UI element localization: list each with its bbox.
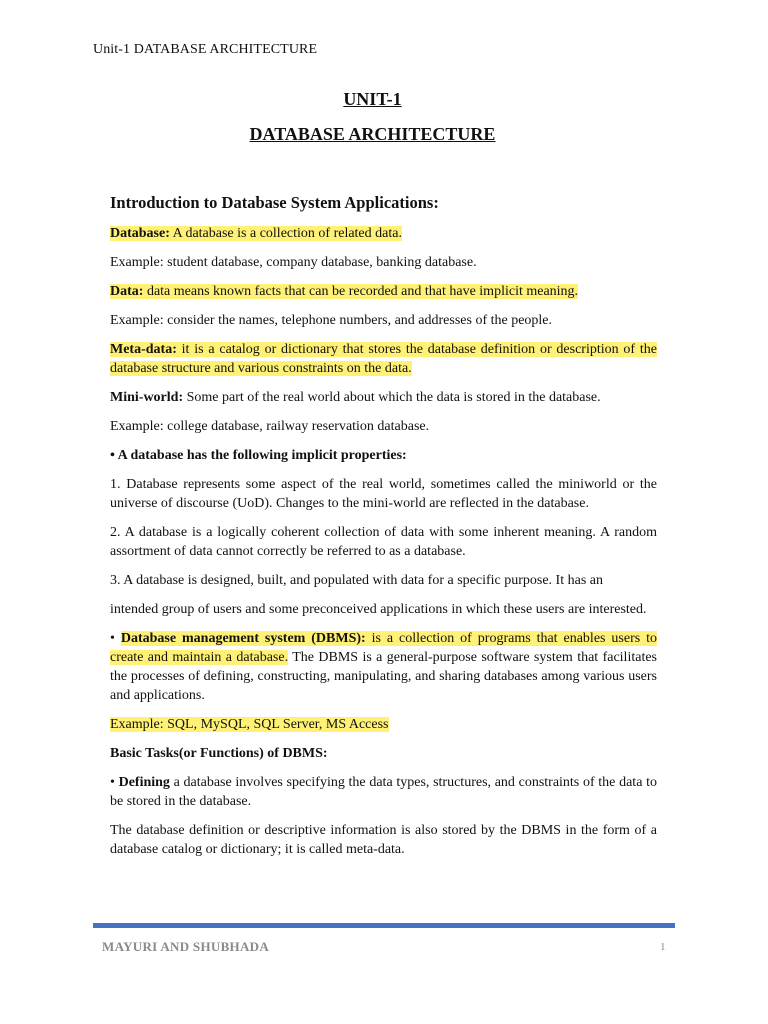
dbms-description: The DBMS is a general-purpose software system that facilitates the processes of defining, constructing, manipulating, and sharing databases among various users and applications. (110, 650, 657, 703)
defining-task (110, 773, 657, 811)
bullet: • (110, 631, 121, 646)
data-example: Example: consider the names, telephone numbers, and addresses of the people. (110, 313, 553, 328)
database-definition-text: A database is a collection of related data. (169, 226, 402, 241)
defining-text: a database involves specifying the data types, structures, and constraints of the data to be stored in the database. (110, 775, 657, 809)
dbms-example-text: Example: SQL, MySQL, SQL Server, MS Access (110, 717, 389, 732)
page-content (110, 193, 657, 869)
property-2: 2. A database is a logically coherent collection of data with some inherent meaning. A random assortment of data cannot correctly be referred to as a database. (110, 525, 657, 559)
term-data: Data: (110, 284, 144, 299)
term-miniworld: Mini-world: (110, 390, 184, 405)
dbms-definition-text: is a collection of programs that enables users to create and maintain a database. (110, 631, 658, 665)
property-3a: 3. A database is designed, built, and populated with data for a specific purpose. It has an (110, 573, 603, 588)
section-heading: Introduction to Database System Applications: (110, 193, 439, 212)
bullet: • (110, 775, 119, 790)
unit-title: UNIT-1 (343, 89, 402, 109)
property-3b: intended group of users and some preconceived applications in which these users are interested. (110, 602, 647, 617)
term-defining: Defining (118, 775, 170, 790)
chapter-title: DATABASE ARCHITECTURE (249, 124, 496, 144)
term-metadata: Meta-data: (110, 342, 177, 357)
running-header: Unit-1 DATABASE ARCHITECTURE (93, 42, 318, 57)
metadata-definition (110, 340, 657, 378)
miniworld-definition-text: Some part of the real world about which the data is stored in the database. (183, 390, 601, 405)
term-dbms: Database management system (DBMS): (120, 631, 366, 646)
database-example: Example: student database, company database, banking database. (110, 255, 477, 270)
miniworld-example: Example: college database, railway reservation database. (110, 419, 430, 434)
footer-authors: MAYURI AND SHUBHADA (102, 939, 270, 954)
dbms-definition (110, 629, 657, 705)
data-definition-text: data means known facts that can be recorded and that have implicit meaning. (143, 284, 579, 299)
database-definition (110, 224, 657, 243)
definition-note: The database definition or descriptive information is also stored by the DBMS in the form of a database catalog or dictionary; it is called meta-data. (110, 823, 657, 857)
term-database: Database: (110, 226, 170, 241)
page-number: 1 (660, 941, 666, 953)
footer-rule (93, 923, 675, 928)
dbms-example (110, 715, 657, 734)
data-definition (110, 282, 657, 301)
property-1: 1. Database represents some aspect of the real world, sometimes called the miniworld or the universe of discourse (UoD). Changes to the mini-world are reflected in the database. (110, 477, 657, 511)
tasks-heading: Basic Tasks(or Functions) of DBMS: (110, 746, 328, 761)
metadata-definition-text: it is a catalog or dictionary that stores the database definition or description of the database structure and various constraints on the data. (110, 342, 657, 376)
miniworld-definition (110, 388, 657, 407)
properties-heading: • A database has the following implicit properties: (110, 448, 407, 463)
